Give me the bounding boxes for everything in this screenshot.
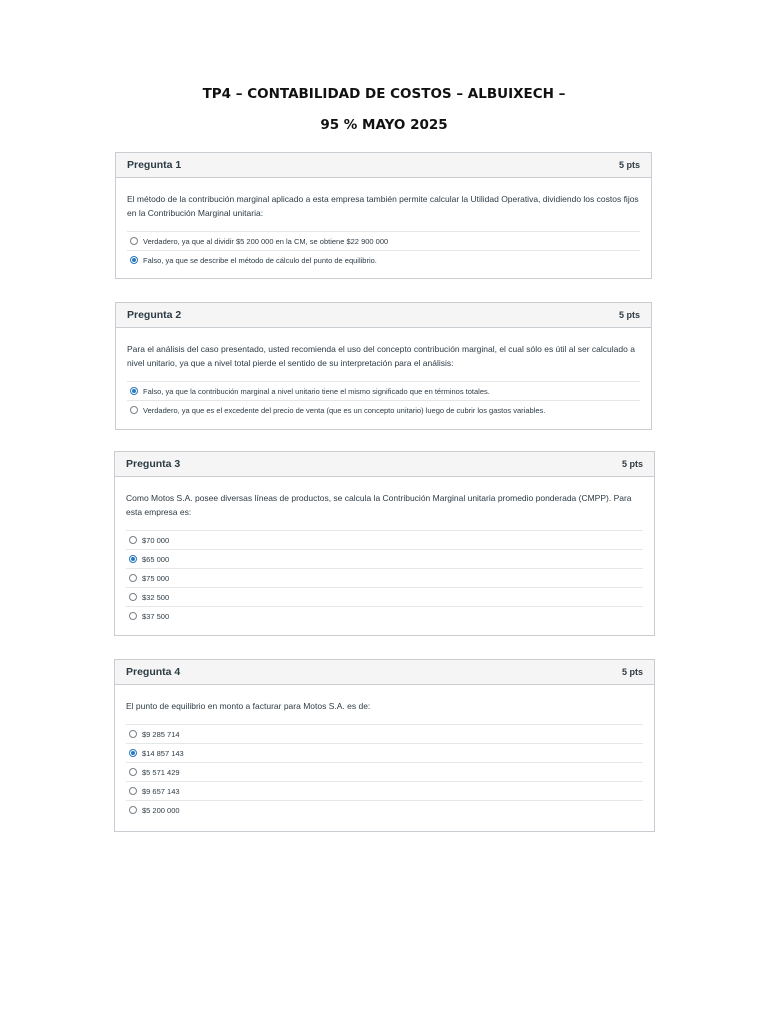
answer-option[interactable] <box>126 531 643 550</box>
radio-button[interactable] <box>130 406 138 414</box>
question-card-3 <box>114 451 655 636</box>
question-points: 5 pts <box>618 310 640 320</box>
page-subtitle: 95 % MAYO 2025 <box>320 117 448 133</box>
radio-button-selected[interactable] <box>129 555 137 563</box>
question-points: 5 pts <box>621 667 643 677</box>
answer-option[interactable] <box>127 251 640 269</box>
answer-option[interactable] <box>126 607 643 625</box>
answer-option[interactable] <box>126 782 643 801</box>
answer-text: $70 000 <box>142 535 170 545</box>
answer-option[interactable] <box>126 569 643 588</box>
radio-button[interactable] <box>129 574 137 582</box>
answer-list <box>126 530 643 625</box>
question-label: Pregunta 2 <box>127 309 182 321</box>
question-label: Pregunta 1 <box>127 159 182 171</box>
answer-text: $9 285 714 <box>142 729 180 739</box>
radio-button[interactable] <box>129 612 137 620</box>
answer-text: Verdadero, ya que es el excedente del precio de venta (que es un concepto unitario) luego de cubrir los gastos variables. <box>143 405 546 415</box>
answer-text: $5 571 429 <box>142 767 180 777</box>
answer-text: Falso, ya que la contribución marginal a nivel unitario tiene el mismo significado que en términos totales. <box>143 386 490 396</box>
question-header <box>116 153 651 178</box>
answer-option[interactable] <box>127 401 640 419</box>
page-title: TP4 – CONTABILIDAD DE COSTOS – ALBUIXECH – <box>202 86 566 102</box>
radio-button[interactable] <box>130 237 138 245</box>
answer-list <box>127 231 640 269</box>
answer-option[interactable] <box>126 763 643 782</box>
question-header <box>115 452 654 477</box>
radio-button[interactable] <box>129 593 137 601</box>
radio-button[interactable] <box>129 768 137 776</box>
answer-text: Verdadero, ya que al dividir $5 200 000 en la CM, se obtiene $22 900 000 <box>143 236 389 246</box>
radio-button[interactable] <box>129 806 137 814</box>
question-card-4 <box>114 659 655 832</box>
question-label: Pregunta 4 <box>126 666 181 678</box>
radio-button[interactable] <box>129 787 137 795</box>
answer-text: $37 500 <box>142 611 170 621</box>
question-text: Para el análisis del caso presentado, usted recomienda el uso del concepto contribución marginal, el cual sólo es útil al ser calculado a nivel unitario, ya que a nivel total pierde el sentido de su interpretación para el análisis: <box>127 344 635 368</box>
question-label: Pregunta 3 <box>126 458 181 470</box>
answer-option[interactable] <box>126 588 643 607</box>
radio-button-selected[interactable] <box>129 749 137 757</box>
answer-text: $5 200 000 <box>142 805 180 815</box>
answer-text: $32 500 <box>142 592 170 602</box>
answer-option[interactable] <box>127 232 640 251</box>
answer-text: $14 857 143 <box>142 748 184 758</box>
question-text: Como Motos S.A. posee diversas líneas de productos, se calcula la Contribución Marginal unitaria promedio ponderada (CMPP). Para esta empresa es: <box>126 493 632 517</box>
answer-option[interactable] <box>127 382 640 401</box>
radio-button-selected[interactable] <box>130 387 138 395</box>
answer-list <box>127 381 640 419</box>
answer-list <box>126 724 643 819</box>
question-points: 5 pts <box>621 459 643 469</box>
answer-text: $65 000 <box>142 554 170 564</box>
question-card-1 <box>115 152 652 279</box>
radio-button[interactable] <box>129 536 137 544</box>
answer-option[interactable] <box>126 801 643 819</box>
answer-text: Falso, ya que se describe el método de cálculo del punto de equilibrio. <box>143 255 377 265</box>
answer-option[interactable] <box>126 744 643 763</box>
question-card-2 <box>115 302 652 430</box>
question-header <box>115 660 654 685</box>
question-points: 5 pts <box>618 160 640 170</box>
question-text: El punto de equilibrio en monto a facturar para Motos S.A. es de: <box>126 701 371 711</box>
answer-option[interactable] <box>126 725 643 744</box>
question-header <box>116 303 651 328</box>
question-text: El método de la contribución marginal aplicado a esta empresa también permite calcular la Utilidad Operativa, dividiendo los costos fijos en la Contribución Marginal unitaria: <box>127 194 639 218</box>
radio-button[interactable] <box>129 730 137 738</box>
answer-text: $75 000 <box>142 573 170 583</box>
radio-button-selected[interactable] <box>130 256 138 264</box>
answer-text: $9 657 143 <box>142 786 180 796</box>
answer-option[interactable] <box>126 550 643 569</box>
